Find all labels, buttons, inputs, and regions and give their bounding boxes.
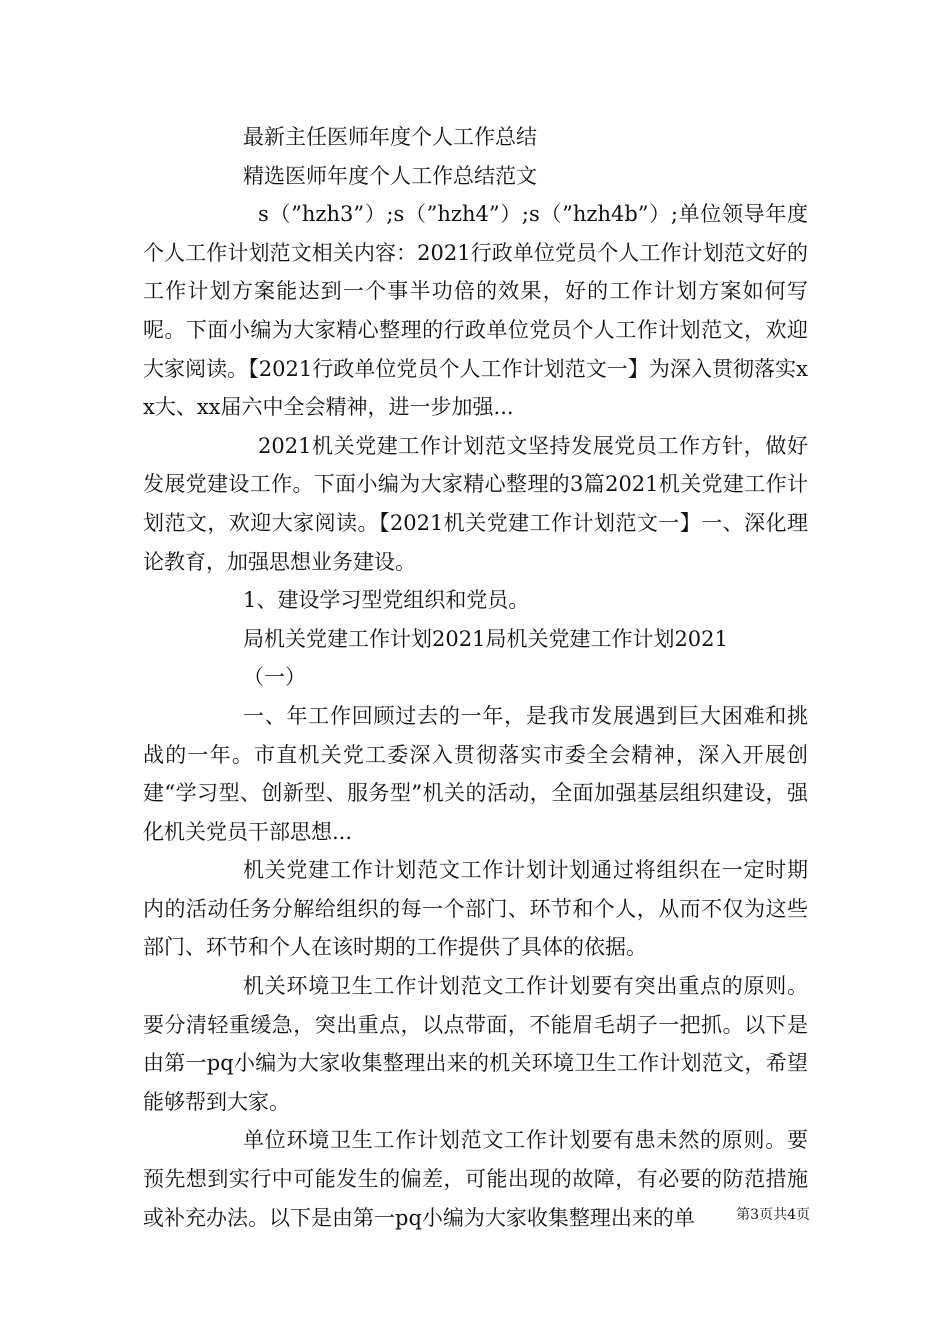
- paragraph-1: s（”hzh3”）;s（”hzh4”）;s（”hzh4b”）;单位领导年度个人工作计划范文相关内容：2021行政单位党员个人工作计划范文好的工作计划方案能达到一个事半功倍的效果，好的工作计划方案如何写呢。下面小编为大家精心整理的行政单位党员个人工作计划范文，欢迎大家阅读。【2021行政单位党员个人工作计划范文一】为深入贯彻落实xx大、xx届六中全会精神，进一步加强...: [143, 202, 808, 420]
- heading-line-1: 最新主任医师年度个人工作总结: [243, 125, 537, 149]
- document-body: [143, 118, 808, 1237]
- paragraph-4: 局机关党建工作计划2021局机关党建工作计划2021: [243, 626, 728, 651]
- paragraph-8: 机关环境卫生工作计划范文工作计划要有突出重点的原则。要分清轻重缓急，突出重点，以点带面，不能眉毛胡子一把抓。以下是由第一pq小编为大家收集整理出来的机关环境卫生工作计划范文，希望能够帮到大家。: [143, 974, 808, 1114]
- paragraph-9: 单位环境卫生工作计划范文工作计划要有患未然的原则。要预先想到实行中可能发生的偏差，可能出现的故障，有必要的防范措施或补充办法。以下是由第一pq小编为大家收集整理出来的单: [143, 1128, 808, 1230]
- paragraph-7: 机关党建工作计划范文工作计划计划通过将组织在一定时期内的活动任务分解给组织的每一个部门、环节和个人，从而不仅为这些部门、环节和个人在该时期的工作提供了具体的依据。: [143, 858, 808, 960]
- paragraph-2: 2021机关党建工作计划范文坚持发展党员工作方针，做好发展党建设工作。下面小编为大家精心整理的3篇2021机关党建工作计划范文，欢迎大家阅读。【2021机关党建工作计划范文一】一、深化理论教育，加强思想业务建设。: [143, 433, 808, 574]
- heading-line-2: 精选医师年度个人工作总结范文: [243, 163, 537, 188]
- page-number: 第3页共4页: [736, 1207, 810, 1223]
- paragraph-3: 1、建设学习型党组织和党员。: [243, 588, 530, 613]
- paragraph-5: （一）: [243, 665, 306, 690]
- paragraph-6: 一、年工作回顾过去的一年，是我市发展遇到巨大困难和挑战的一年。市直机关党工委深入贯彻落实市委全会精神，深入开展创建“学习型、创新型、服务型”机关的活动，全面加强基层组织建设，强化机关党员干部思想...: [143, 703, 808, 844]
